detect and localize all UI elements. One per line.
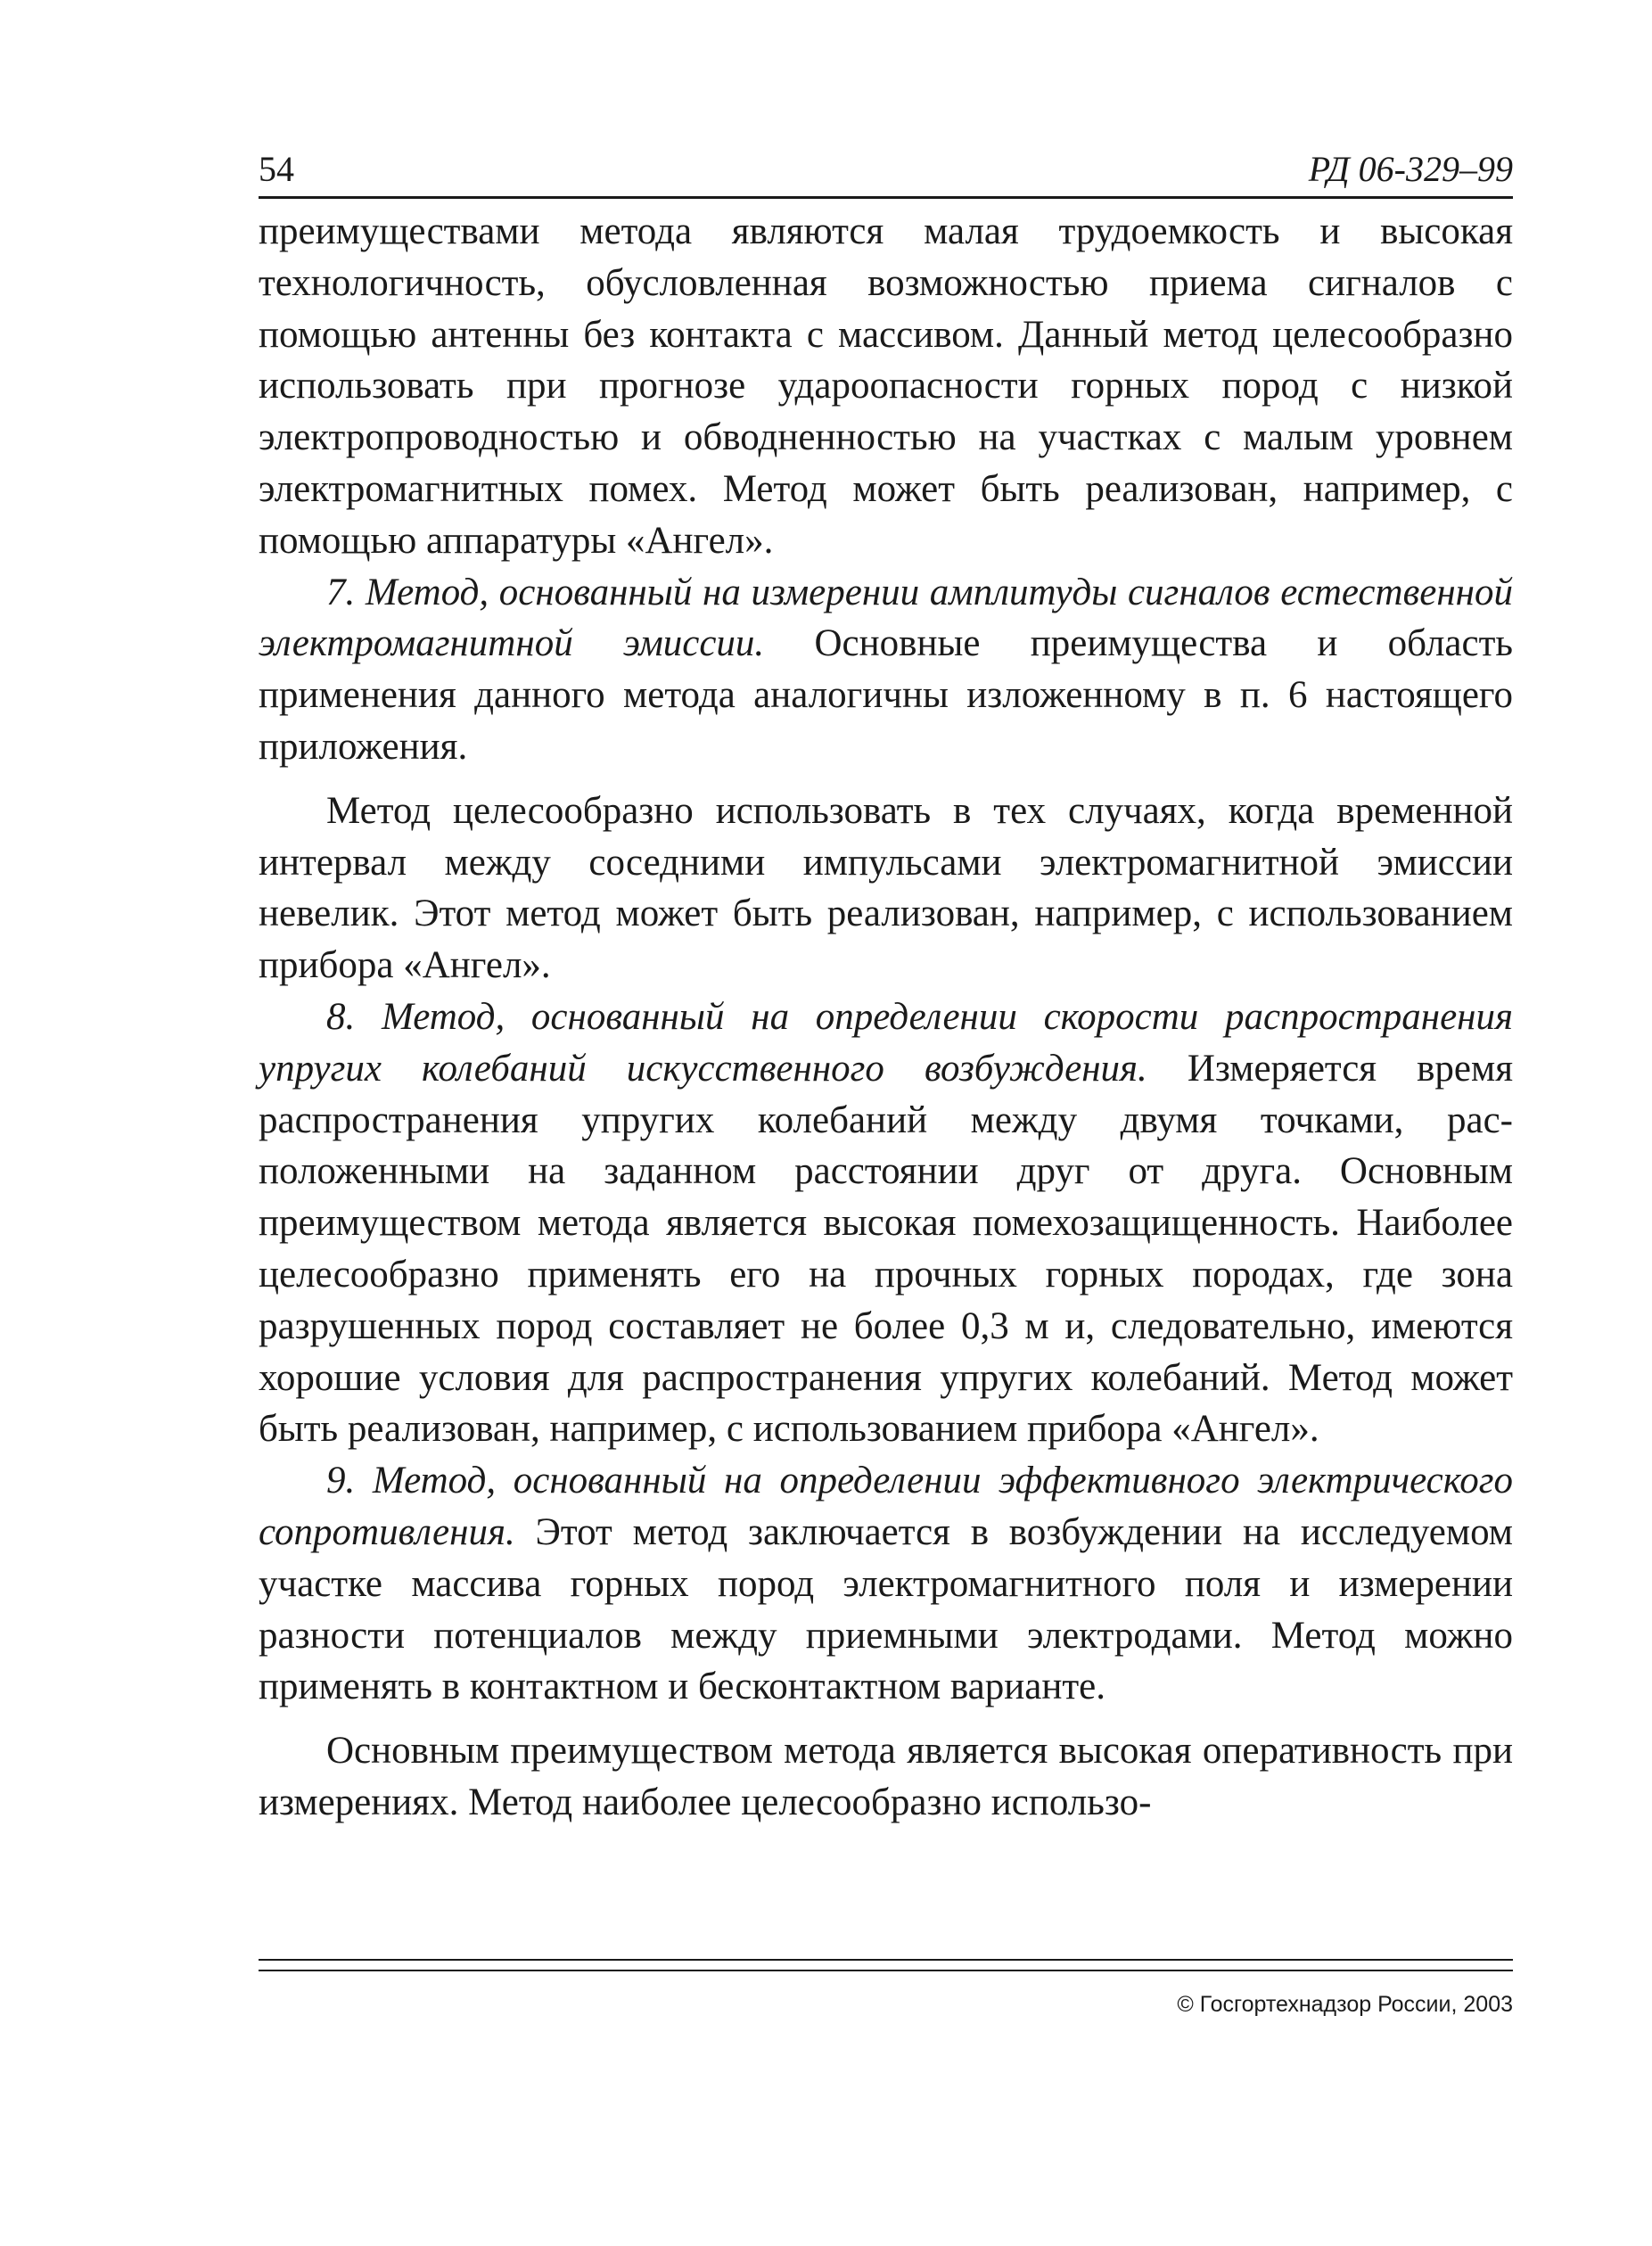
paragraph-method-7-usage: Метод целесообразно использовать в тех случаях, когда временной интервал между соседними импульсами электромагнитной эмиссии невелик. Этот метод может быть реализован, например, с использованием прибора «Ангел». [259,789,1513,987]
paragraph-method-7 [259,567,1513,773]
document-code: РД 06-329–99 [1308,149,1513,189]
paragraph-method-9-advantage: Основным преимуществом метода является высокая оперативность при измерениях. Метод наиболее целесообразно использо- [259,1730,1513,1823]
footer-rule [259,1959,1513,1961]
method-9-text: Этот метод заключается в возбуждении на исследуемом участке массива горных пород электромагнитного поля и измерении разности потенциалов между приемными электродами. Метод можно применять в контактном и бесконтактном варианте. [259,1510,1513,1708]
body-text [259,206,1513,1829]
paragraph-method-9 [259,1455,1513,1713]
page-footer [259,1959,1513,2020]
method-8-text: Измеряется время распространения упругих колебаний между двумя точками, расположенными на заданном расстоянии друг от друга. Основным преимуществом метода является высокая помехозащищенность. Наиболее целесообразно применять его на прочных горных породах, где зона разрушенных пород составляет не более 0,3 м и, следовательно, имеются хорошие условия для распространения упругих колебаний. Метод может быть реализован, например, с использованием прибора «Ангел». [259,1047,1513,1451]
running-header [259,143,1513,196]
footer-rule-second [259,1970,1513,1971]
method-9-heading: 9. Метод, основанный на определении эффективного электрического сопротивления. [259,1460,1513,1553]
copyright-notice: © Госгортехнадзор России, 2003 [1177,1992,1513,2017]
paragraph-continuation: преимуществами метода являются малая трудоемкость и высокая технологичность, обусловленная возможностью приема сигналов с помощью антенны без контакта с массивом. Данный метод целесообразно использовать при прогнозе удароопасности горных пород с низкой электропроводностью и обводненностью на участках с малым уровнем электромагнитных помех. Метод может быть реализован, например, с помощью аппаратуры «Ангел». [259,210,1513,562]
page [259,143,1513,1829]
method-7-heading: 7. Метод, основанный на измерении амплитуды сигналов естественной электромагнитной эмиссии. [259,571,1513,665]
method-8-heading: 8. Метод, основанный на определении скорости распространения упругих колебаний искусственного возбуждения. [259,995,1513,1090]
paragraph-method-8 [259,991,1513,1455]
method-7-text: Основные преимущества и область применения данного метода аналогичны изложенному в п. 6 настоящего приложения. [259,622,1513,768]
header-rule [259,196,1513,199]
page-number: 54 [259,149,294,189]
